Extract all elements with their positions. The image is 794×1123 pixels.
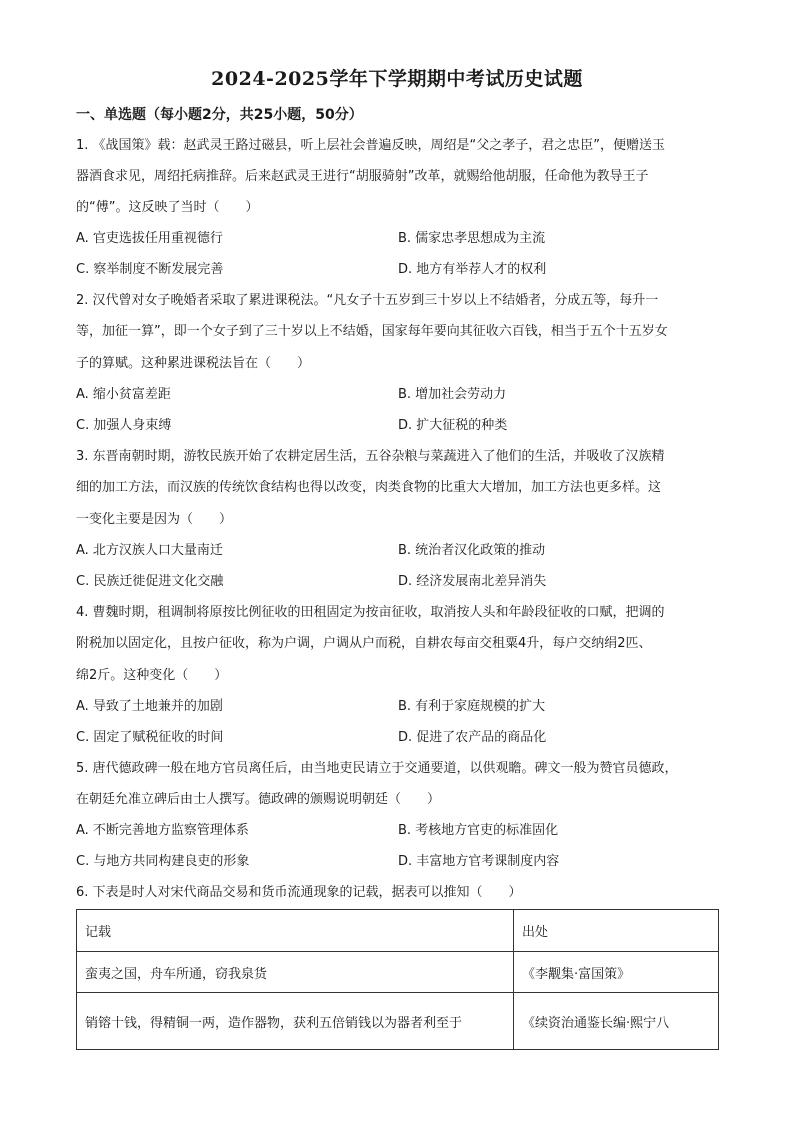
q4-line-1: 4. 曹魏时期，租调制将原按比例征收的田租固定为按亩征收，取消按人头和年龄段征收的口赋，把调的 [76, 605, 665, 620]
q1-line-1: 1. 《战国策》载：赵武灵王路过磁县，听上层社会普遍反映，周绍是“父之孝子，君之忠臣”，便赠送玉 [76, 138, 666, 153]
q2-option-d: D. 扩大征税的种类 [398, 418, 508, 433]
table-cell-record [77, 993, 514, 1050]
q5-option-a: A. 不断完善地方监察管理体系 [76, 823, 249, 838]
q3-line-1: 3. 东晋南朝时期，游牧民族开始了农耕定居生活，五谷杂粮与菜蔬进入了他们的生活，并吸收了汉族精 [76, 449, 665, 464]
table-header-row [77, 910, 719, 952]
q1-option-d: D. 地方有举荐人才的权利 [398, 262, 547, 277]
q1-line-3: 的“傅”。这反映了当时（ ） [76, 200, 259, 215]
table-cell-source-text: 《续资治通鉴长编·熙宁八 [522, 1015, 670, 1031]
table-cell-source: 《李觏集·富国策》 [514, 952, 719, 993]
q1-line-2: 器酒食求见，周绍托病推辞。后来赵武灵王进行“胡服骑射”改革，就赐给他胡服，任命他为教导王子 [76, 169, 649, 184]
table-cell-source [514, 993, 719, 1050]
q1-option-b: B. 儒家忠孝思想成为主流 [398, 231, 546, 246]
q5-line-2: 在朝廷允准立碑后由士人撰写。德政碑的颁赐说明朝廷（ ） [76, 792, 441, 807]
q4-line-2: 附税加以固定化，且按户征收，称为户调，户调从户而税，自耕农每亩交租粟4升，每户交纳绢2匹、 [76, 636, 652, 651]
q3-line-3: 一变化主要是因为（ ） [76, 512, 233, 527]
q2-option-c: C. 加强人身束缚 [76, 418, 172, 433]
q3-option-a: A. 北方汉族人口大量南迁 [76, 543, 223, 558]
table-cell-record-text: 销镕十钱，得精铜一两，造作器物，获利五倍销钱以为器者利至于 [85, 1015, 463, 1031]
q3-option-b: B. 统治者汉化政策的推动 [398, 543, 546, 558]
q5-option-c: C. 与地方共同构建良吏的形象 [76, 854, 250, 869]
q2-line-3: 子的算赋。这种累进课税法旨在（ ） [76, 356, 311, 371]
q4-option-a: A. 导致了土地兼并的加剧 [76, 699, 223, 714]
section-heading: 一、单选题（每小题2分，共25小题，50分） [76, 107, 363, 123]
q4-option-c: C. 固定了赋税征收的时间 [76, 730, 224, 745]
table-row [77, 993, 719, 1050]
q4-option-b: B. 有利于家庭规模的扩大 [398, 699, 546, 714]
table-header-record: 记载 [77, 910, 514, 952]
table-row [77, 952, 719, 993]
q4-option-d: D. 促进了农产品的商品化 [398, 730, 547, 745]
q1-option-a: A. 官吏选拔任用重视德行 [76, 231, 223, 246]
q3-option-c: C. 民族迁徙促进文化交融 [76, 574, 224, 589]
q2-option-b: B. 增加社会劳动力 [398, 387, 507, 402]
records-table [76, 909, 719, 1050]
q1-option-c: C. 察举制度不断发展完善 [76, 262, 224, 277]
q6-line-1: 6. 下表是时人对宋代商品交易和货币流通现象的记载，据表可以推知（ ） [76, 885, 522, 900]
q2-option-a: A. 缩小贫富差距 [76, 387, 171, 402]
q2-line-2: 等，加征一算”，即一个女子到了三十岁以上不结婚，国家每年要向其征收六百钱，相当于五个十五岁女 [76, 324, 668, 339]
table-cell-record: 蛮夷之国，舟车所通，窃我泉货 [77, 952, 514, 993]
q3-option-d: D. 经济发展南北差异消失 [398, 574, 547, 589]
q5-line-1: 5. 唐代德政碑一般在地方官员离任后，由当地吏民请立于交通要道，以供观瞻。碑文一般为赞官员德政， [76, 761, 678, 776]
q2-line-1: 2. 汉代曾对女子晚婚者采取了累进课税法。“凡女子十五岁到三十岁以上不结婚者，分成五等，每升一 [76, 293, 659, 308]
exam-title: 2024-2025学年下学期期中考试历史试题 [211, 68, 583, 90]
q5-option-b: B. 考核地方官吏的标准固化 [398, 823, 559, 838]
q5-option-d: D. 丰富地方官考课制度内容 [398, 854, 560, 869]
q3-line-2: 细的加工方法，而汉族的传统饮食结构也得以改变，肉类食物的比重大大增加，加工方法也更多样。这 [76, 480, 662, 495]
q4-line-3: 绵2斤。这种变化（ ） [76, 668, 228, 683]
table-header-source: 出处 [514, 910, 719, 952]
